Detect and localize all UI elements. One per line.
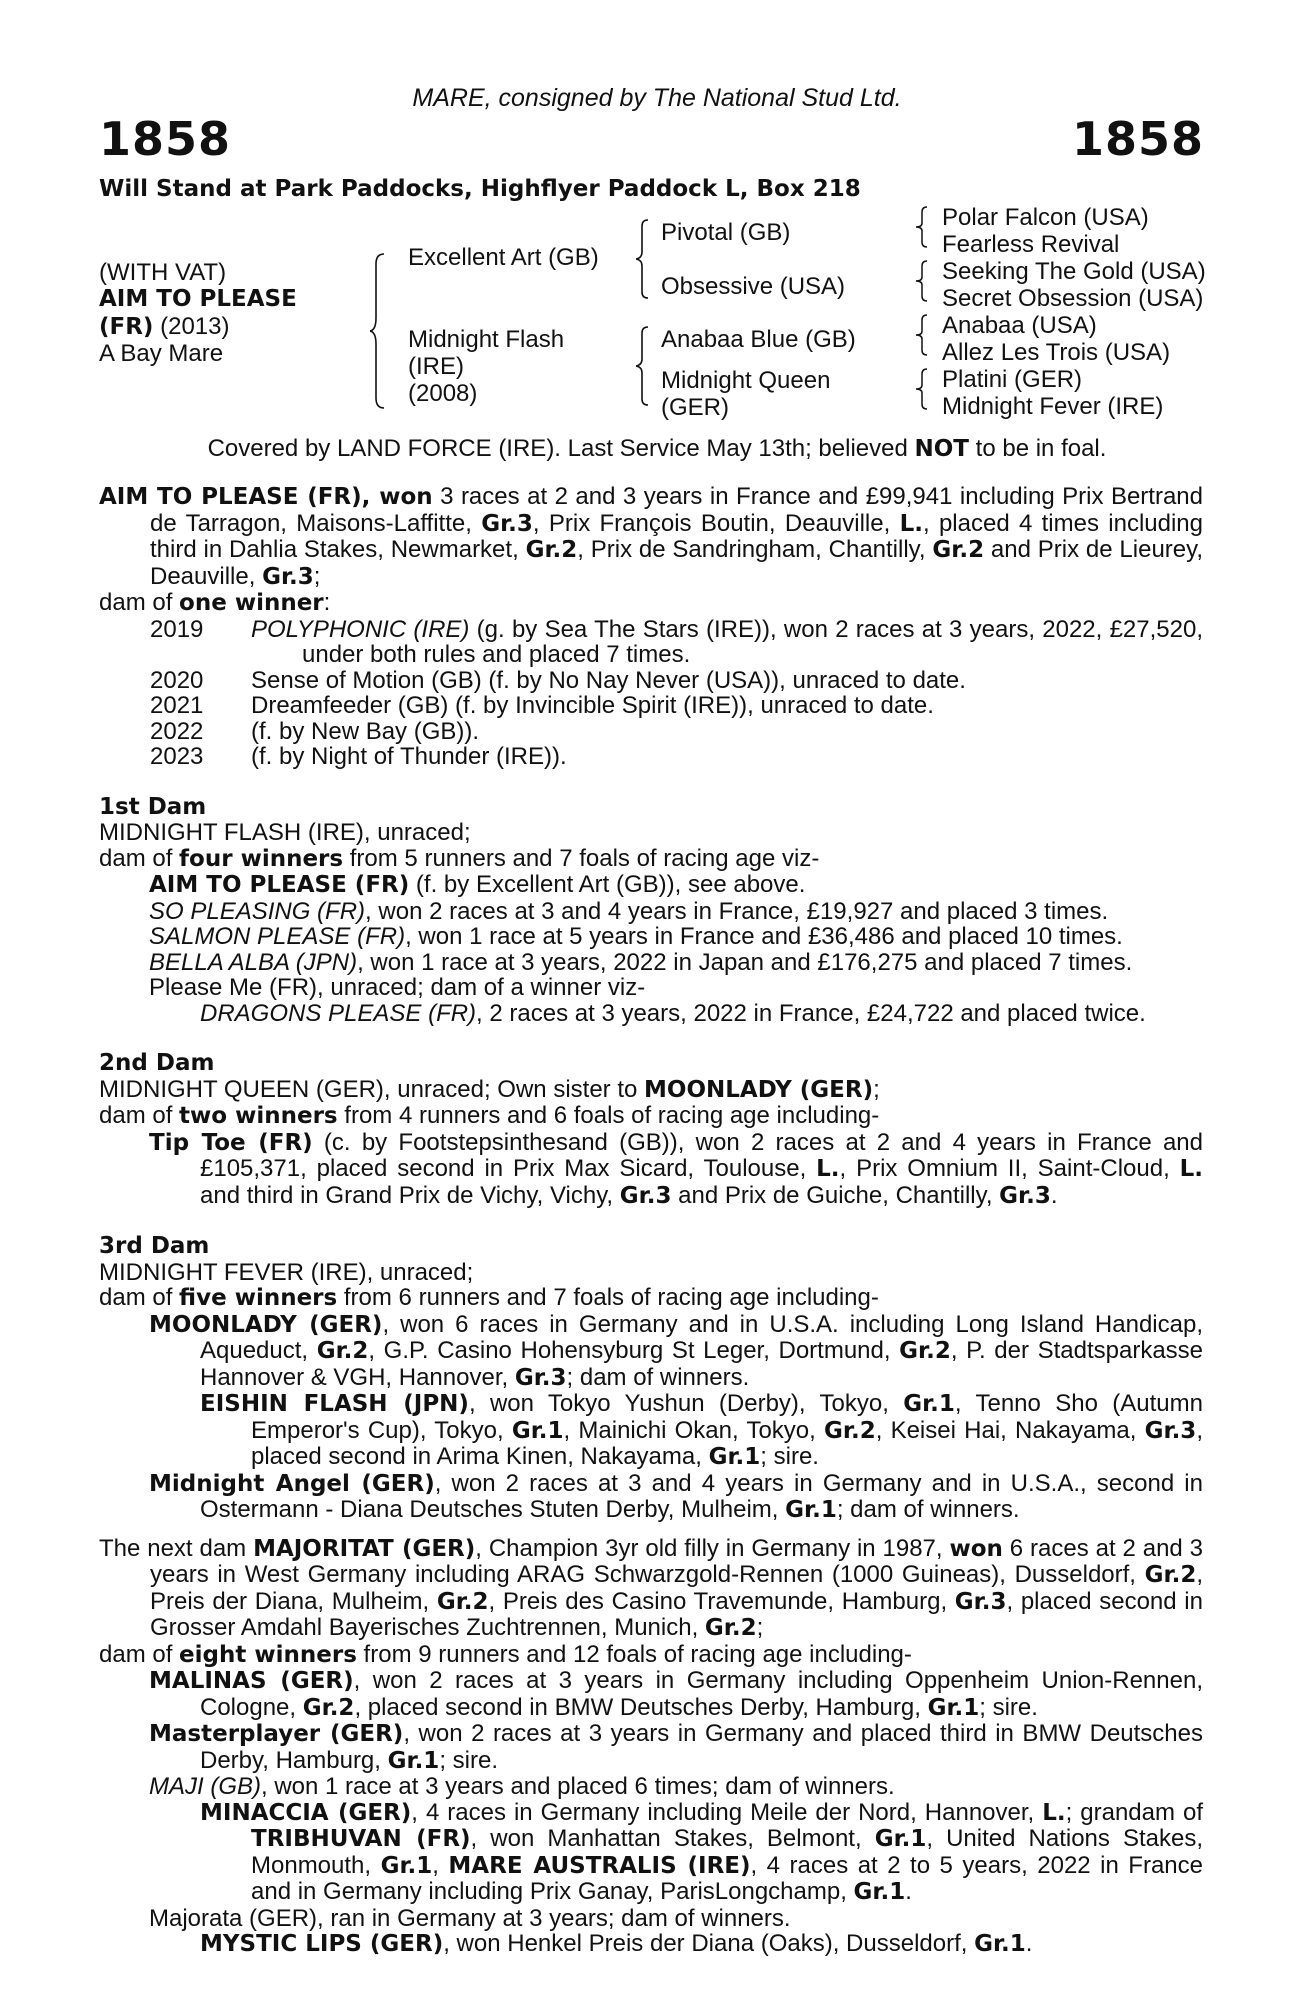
g4-ancestor-1: Polar Falcon (USA): [942, 204, 1149, 231]
first-dam-offspring: Please Me (FR), unraced; dam of a winner viz-: [149, 974, 646, 1001]
produce-dam-of: dam of one winner:: [99, 589, 331, 616]
dam-dam: Midnight Queen: [661, 367, 831, 394]
g4-ancestor-4: Secret Obsession (USA): [942, 285, 1204, 312]
lot-number-left: 1858: [99, 112, 232, 166]
horse-name: AIM TO PLEASE: [99, 286, 297, 312]
consignment-line: MARE, consigned by The National Stud Ltd.: [412, 84, 902, 112]
next-dam-record: The next dam MAJORITAT (GER), Champion 3yr old filly in Germany in 1987, won 6 races at 2 and 3 years in West Germany including ARAG Schwarzgold-Rennen (1000 Guineas), Dusseldorf, Gr.2, Preis der Diana, Mulheim, Gr.2, Preis des Casino Travemunde, Hamburg, Gr.3, placed second in Grosser Amdahl Bayerisches Zuchtrennen, Munich, Gr.2;: [99, 1534, 1204, 1641]
pedigree-brace-g4-1: [916, 205, 930, 249]
dam-country: (IRE): [408, 353, 464, 380]
pedigree-brace-g4-4: [916, 367, 930, 411]
sire-name: Excellent Art (GB): [408, 244, 599, 271]
third-dam-offspring: MOONLADY (GER), won 6 races in Germany and in U.S.A. including Long Island Handicap, Aqueduct, Gr.2, G.P. Casino Hohensyburg St Leger, Dortmund, Gr.2, P. der Stadtsparkasse Hannover & VGH, Hannover, Gr.3; dam of winners.: [149, 1310, 1204, 1391]
pedigree-brace-dam: [636, 325, 652, 407]
first-dam-offspring: SO PLEASING (FR), won 2 races at 3 and 4 years in France, £19,927 and placed 3 times.: [149, 897, 1109, 925]
pedigree-brace-g4-2: [916, 259, 930, 303]
dam-dam-country: (GER): [661, 394, 729, 421]
covered-note: Covered by LAND FORCE (IRE). Last Service May 13th; believed NOT to be in foal.: [207, 435, 1107, 462]
next-dam-offspring: Majorata (GER), ran in Germany at 3 years; dam of winners.: [149, 1904, 791, 1932]
foal-row: 2021 Dreamfeeder (GB) (f. by Invincible Spirit (IRE)), unraced to date.: [150, 692, 934, 719]
first-dam-offspring: BELLA ALBA (JPN), won 1 race at 3 years, 2022 in Japan and £176,275 and placed 7 times.: [149, 948, 1133, 976]
horse-description: A Bay Mare: [99, 340, 224, 367]
dam-year: (2008): [408, 380, 478, 407]
third-dam-heading: 3rd Dam: [99, 1233, 210, 1259]
second-dam-name: MIDNIGHT QUEEN (GER), unraced; Own sister to MOONLADY (GER);: [99, 1075, 880, 1103]
catalogue-body: [99, 484, 1203, 1958]
next-dam-grand-offspring: MINACCIA (GER), 4 races in Germany including Meile der Nord, Hannover, L.; grandam of TRIBHUVAN (FR), won Manhattan Stakes, Belmont, Gr.1, United Nations Stakes, Monmouth, Gr.1, MARE AUSTRALIS (IRE), 4 races at 2 to 5 years, 2022 in France and in Germany including Prix Ganay, ParisLongchamp, Gr.1.: [200, 1798, 1203, 1905]
sire-dam: Obsessive (USA): [661, 273, 846, 300]
horse-country-year: (FR) (2013): [99, 313, 230, 340]
next-dam-dam-of: dam of eight winners from 9 runners and 12 foals of racing age including-: [99, 1640, 912, 1668]
first-dam-offspring: SALMON PLEASE (FR), won 1 race at 5 years in France and £36,486 and placed 10 times.: [149, 923, 1123, 950]
first-dam-record: dam of four winners from 5 runners and 7 foals of racing age viz-: [99, 844, 820, 872]
foal-row: 2023 (f. by Night of Thunder (IRE)).: [150, 743, 567, 770]
g4-ancestor-8: Midnight Fever (IRE): [942, 393, 1164, 420]
lot-number-right: 1858: [1071, 112, 1204, 166]
next-dam-offspring: MALINAS (GER), won 2 races at 3 years in Germany including Oppenheim Union-Rennen, Cologne, Gr.2, placed second in BMW Deutsches Derby, Hamburg, Gr.1; sire.: [149, 1667, 1203, 1721]
second-dam-heading: 2nd Dam: [99, 1050, 215, 1076]
first-dam-heading: 1st Dam: [99, 793, 207, 820]
second-dam-offspring: Tip Toe (FR) (c. by Footstepsinthesand (GB)), won 2 races at 2 and 4 years in France and £105,371, placed second in Prix Max Sicard, Toulouse, L., Prix Omnium II, Saint-Cloud, L. and third in Grand Prix de Vichy, Vichy, Gr.3 and Prix de Guiche, Chantilly, Gr.3.: [149, 1128, 1204, 1209]
second-dam-record: dam of two winners from 4 runners and 6 foals of racing age including-: [99, 1102, 880, 1129]
first-dam-offspring: AIM TO PLEASE (FR) (f. by Excellent Art (GB)), see above.: [149, 871, 806, 898]
produce-record: AIM TO PLEASE (FR), won 3 races at 2 and 3 years in France and £99,941 including Prix Bertrand de Tarragon, Maisons-Laffitte, Gr.3, Prix François Boutin, Deauville, L., placed 4 times including third in Dahlia Stakes, Newmarket, Gr.2, Prix de Sandringham, Chantilly, Gr.2 and Prix de Lieurey, Deauville, Gr.3;: [99, 483, 1204, 590]
foal-row: 2019 POLYPHONIC (IRE) (g. by Sea The Stars (IRE)), won 2 races at 3 years, 2022, £27,520, under both rules and placed 7 times.: [150, 615, 1203, 668]
dam-name: Midnight Flash: [408, 326, 565, 353]
next-dam-offspring: Masterplayer (GER), won 2 races at 3 years in Germany and placed third in BMW Deutsches Derby, Hamburg, Gr.1; sire.: [149, 1720, 1203, 1774]
g4-ancestor-7: Platini (GER): [942, 366, 1083, 393]
stand-location: Will Stand at Park Paddocks, Highflyer Paddock L, Box 218: [99, 176, 861, 202]
pedigree-brace-g4-3: [916, 313, 930, 357]
third-dam-offspring: Midnight Angel (GER), won 2 races at 3 and 4 years in Germany and in U.S.A., second in Ostermann - Diana Deutsches Stuten Derby, Mulheim, Gr.1; dam of winners.: [149, 1469, 1203, 1523]
pedigree-brace-sire: [636, 218, 652, 300]
next-dam-grand-offspring: MYSTIC LIPS (GER), won Henkel Preis der Diana (Oaks), Dusseldorf, Gr.1.: [200, 1930, 1033, 1957]
third-dam-record: dam of five winners from 6 runners and 7 foals of racing age including-: [99, 1284, 879, 1311]
g4-ancestor-6: Allez Les Trois (USA): [942, 339, 1171, 366]
sire-sire: Pivotal (GB): [661, 219, 791, 246]
dam-sire: Anabaa Blue (GB): [661, 326, 856, 353]
first-dam-name: MIDNIGHT FLASH (IRE), unraced;: [99, 819, 471, 846]
third-dam-name: MIDNIGHT FEVER (IRE), unraced;: [99, 1258, 474, 1286]
next-dam-offspring: MAJI (GB), won 1 race at 3 years and placed 6 times; dam of winners.: [149, 1773, 895, 1800]
first-dam-grand-offspring: DRAGONS PLEASE (FR), 2 races at 3 years, 2022 in France, £24,722 and placed twice.: [200, 999, 1146, 1027]
third-dam-grand-offspring: EISHIN FLASH (JPN), won Tokyo Yushun (Derby), Tokyo, Gr.1, Tenno Sho (Autumn Emperor's Cup), Tokyo, Gr.1, Mainichi Okan, Tokyo, Gr.2, Keisei Hai, Nakayama, Gr.3, placed second in Arima Kinen, Nakayama, Gr.1; sire.: [200, 1390, 1203, 1470]
foal-row: 2022 (f. by New Bay (GB)).: [150, 717, 480, 745]
g4-ancestor-5: Anabaa (USA): [942, 312, 1097, 339]
vat-note: (WITH VAT): [99, 259, 227, 286]
pedigree-brace-main: [370, 252, 390, 410]
g4-ancestor-3: Seeking The Gold (USA): [942, 258, 1206, 285]
foal-row: 2020 Sense of Motion (GB) (f. by No Nay Never (USA)), unraced to date.: [150, 666, 966, 694]
g4-ancestor-2: Fearless Revival: [942, 231, 1120, 258]
